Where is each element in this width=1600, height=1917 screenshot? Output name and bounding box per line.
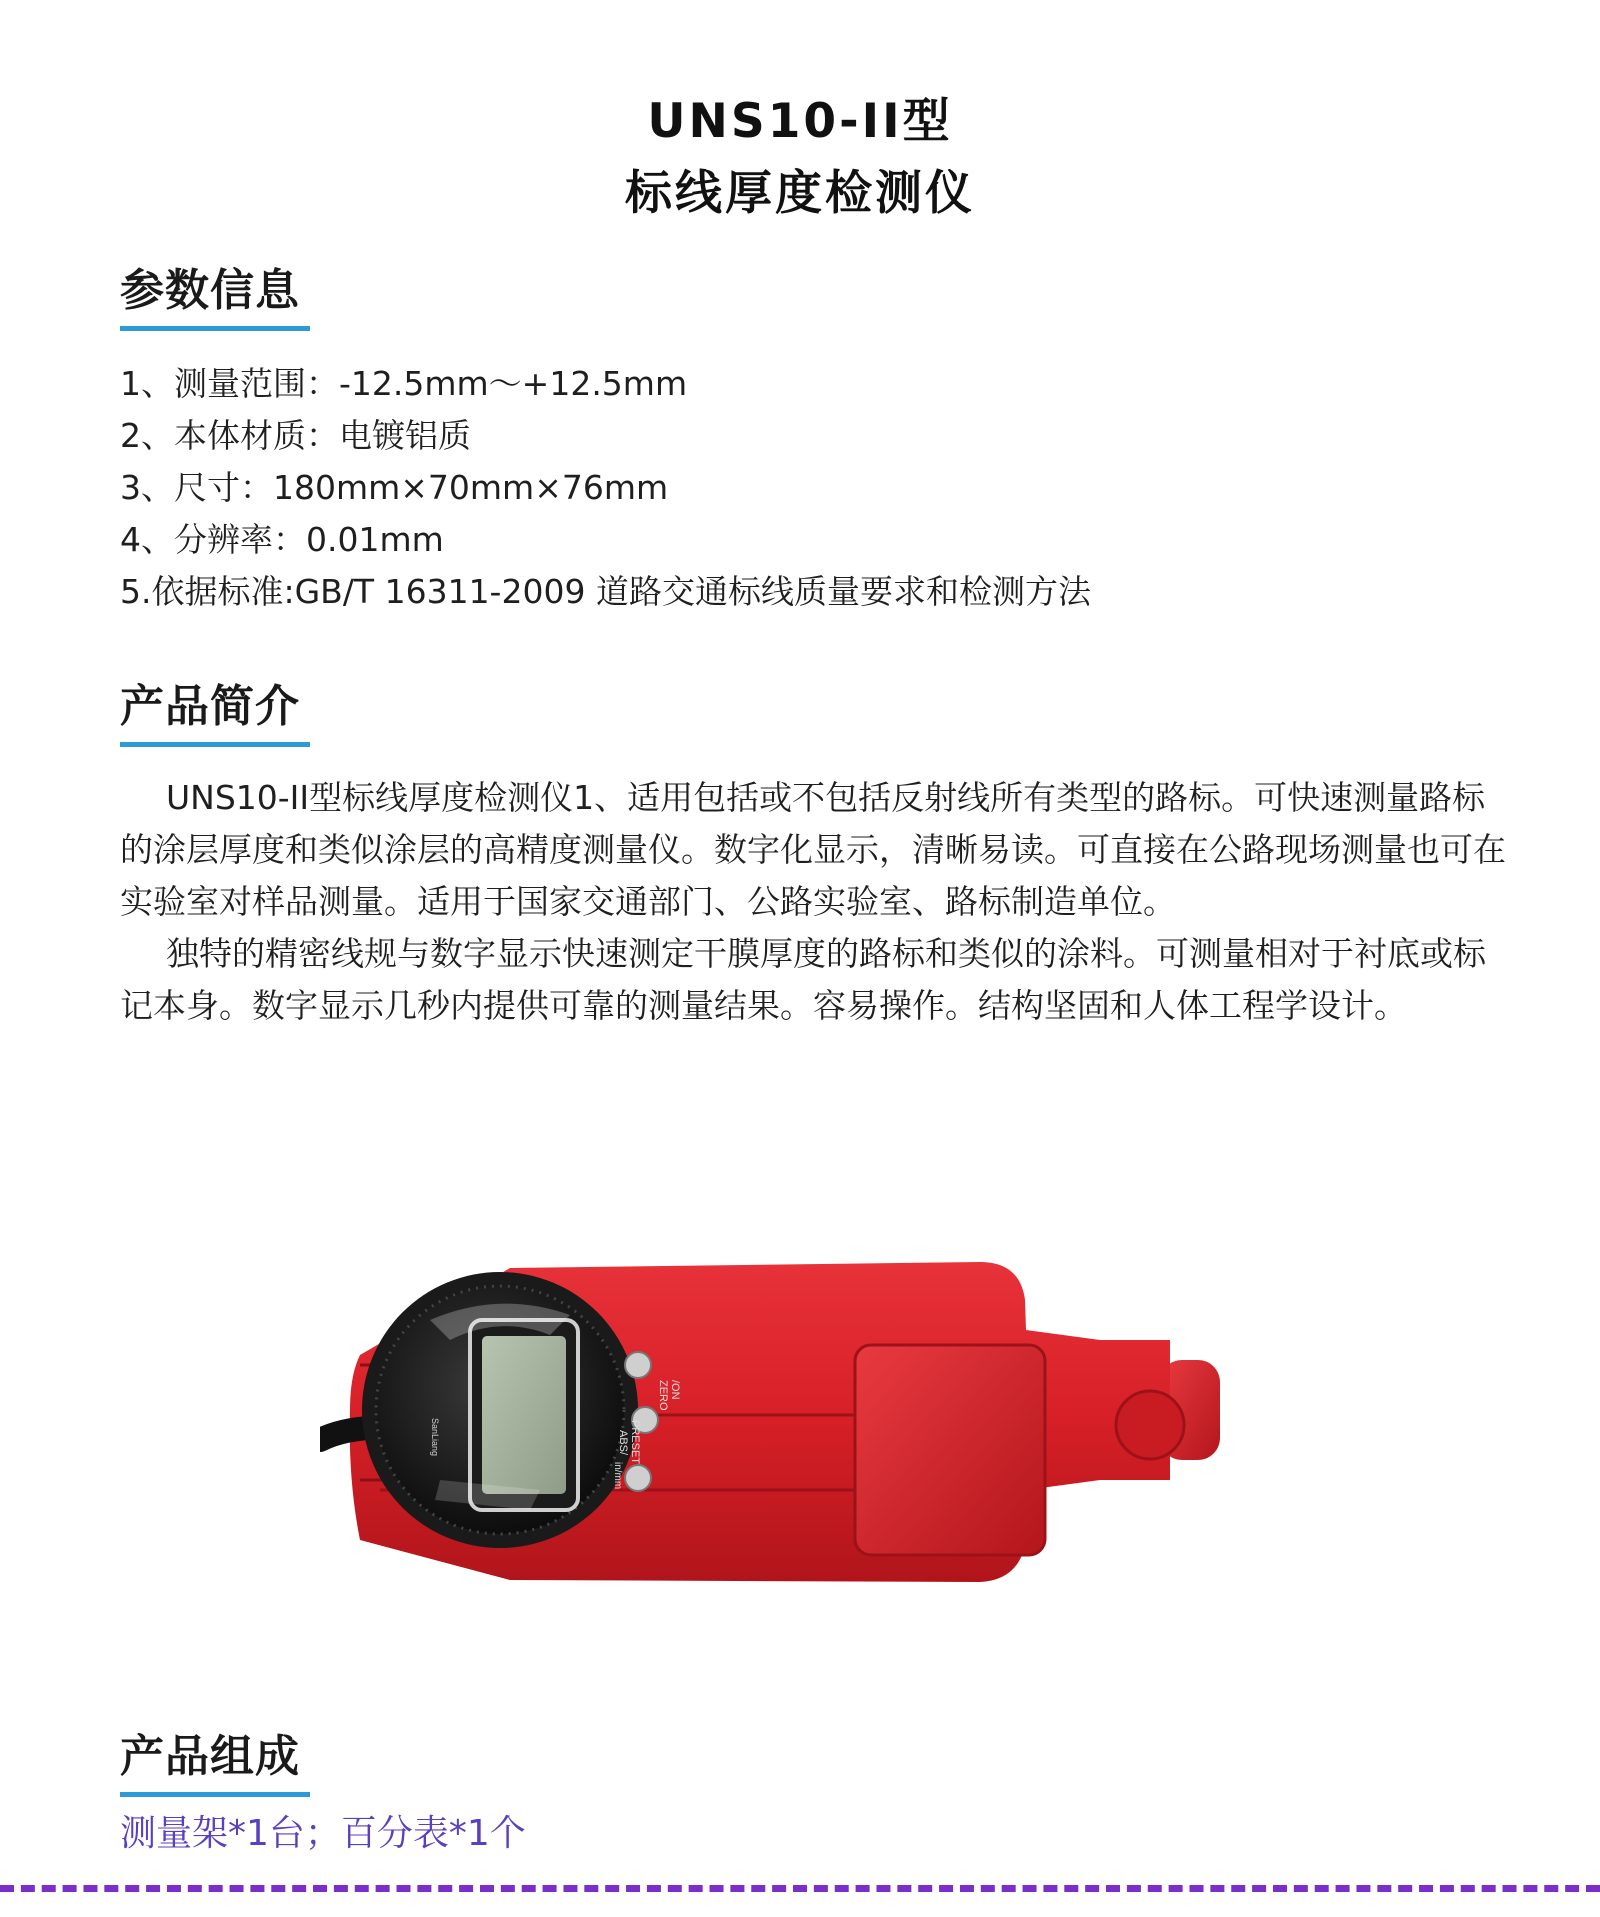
gauge-brand-logo: SanLiang (430, 1418, 440, 1457)
gauge-on-label: /ON (669, 1380, 681, 1400)
params-heading: 参数信息 (120, 265, 300, 316)
gauge-unit-button[interactable] (625, 1465, 651, 1491)
spec-item: 5.依据标准:GB/T 16311-2009 道路交通标线质量要求和检测方法 (120, 572, 1091, 611)
spec-item: 3、尺寸：180mm×70mm×76mm (120, 468, 669, 507)
gauge-abs-label: ABS/ (617, 1430, 629, 1456)
intro-heading: 产品简介 (120, 681, 300, 732)
intro-paragraph: UNS10-II型标线厚度检测仪1、适用包括或不包括反射线所有类型的路标。可快速测量路标的涂层厚度和类似涂层的高精度测量仪。数字化显示，清晰易读。可直接在公路现场测量也可在实验室对样品测量。适用于国家交通部门、公路实验室、路标制造单位。 (120, 778, 1506, 921)
params-heading-underline (120, 326, 310, 331)
product-title-name: 标线厚度检测仪 (625, 166, 975, 221)
gauge-zero-label: ZERO (657, 1380, 669, 1411)
gauge-preset-label: PRESET (629, 1420, 641, 1465)
gauge-unit-label: in/mm (612, 1462, 623, 1490)
spec-list (120, 358, 1091, 618)
composition-heading-underline (120, 1792, 310, 1797)
intro-heading-underline (120, 742, 310, 747)
spec-item: 1、测量范围：-12.5mm～+12.5mm (120, 364, 688, 403)
gauge-zero-on-button[interactable] (625, 1352, 651, 1378)
product-title-model: UNS10-II型 (647, 94, 953, 149)
spec-item: 4、分辨率：0.01mm (120, 520, 444, 559)
dashed-divider (0, 1885, 1600, 1892)
intro-paragraph: 独特的精密线规与数字显示快速测定干膜厚度的路标和类似的涂料。可测量相对于衬底或标记本身。数字显示几秒内提供可靠的测量结果。容易操作。结构坚固和人体工程学设计。 (120, 934, 1486, 1025)
product-photo (320, 1240, 1280, 1600)
composition-text: 测量架*1台；百分表*1个 (120, 1813, 526, 1854)
intro-text (120, 772, 1515, 1032)
composition-heading: 产品组成 (120, 1731, 300, 1782)
spec-item: 2、本体材质：电镀铝质 (120, 416, 471, 455)
